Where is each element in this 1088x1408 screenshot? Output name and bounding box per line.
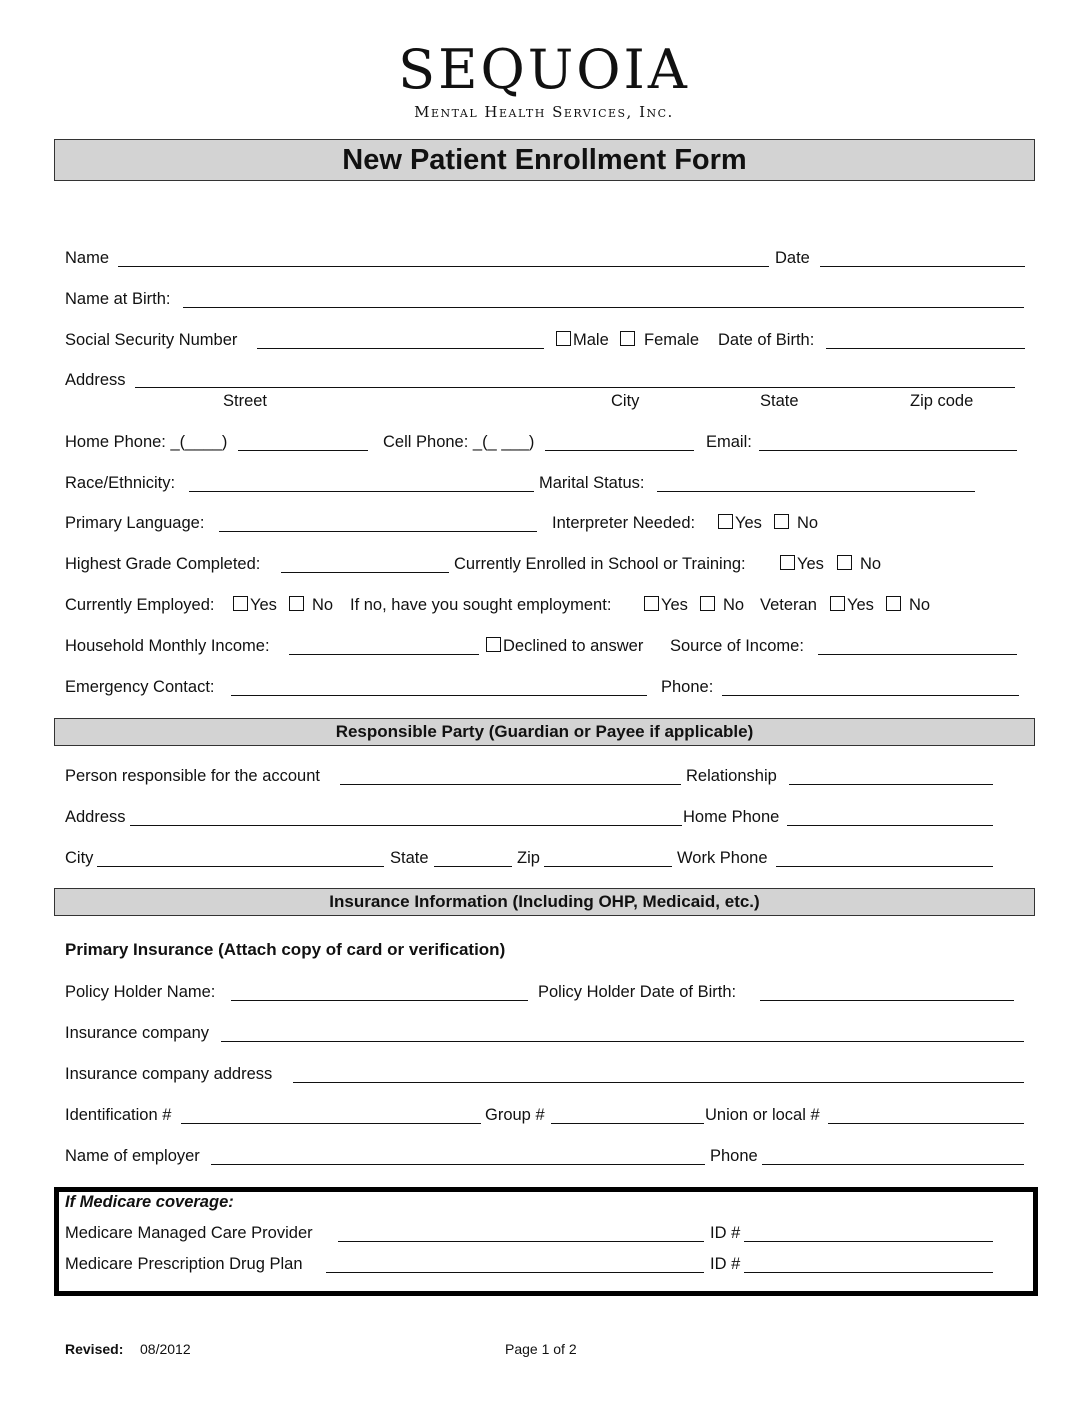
drug-plan-label: Medicare Prescription Drug Plan — [65, 1255, 303, 1273]
employed-yes-checkbox[interactable] — [233, 596, 248, 611]
dob-field[interactable] — [826, 348, 1025, 349]
race-label: Race/Ethnicity: — [65, 474, 176, 492]
rp-home-phone-field[interactable] — [787, 825, 993, 826]
male-checkbox[interactable] — [556, 331, 571, 346]
ssn-label: Social Security Number — [65, 331, 238, 349]
veteran-no-label: No — [909, 596, 931, 614]
male-label: Male — [573, 331, 609, 349]
person-field[interactable] — [340, 784, 681, 785]
id-field[interactable] — [181, 1123, 481, 1124]
language-field[interactable] — [219, 531, 537, 532]
enrolled-label: Currently Enrolled in School or Training: — [454, 555, 746, 573]
responsible-heading: Responsible Party (Guardian or Payee if applicable) — [54, 718, 1035, 746]
company-address-label: Insurance company address — [65, 1065, 273, 1083]
holder-name-label: Policy Holder Name: — [65, 983, 216, 1001]
emergency-phone-field[interactable] — [722, 695, 1019, 696]
company-address-field[interactable] — [293, 1082, 1024, 1083]
managed-care-label: Medicare Managed Care Provider — [65, 1224, 313, 1242]
managed-id-label: ID # — [710, 1224, 741, 1242]
logo-subtitle: Mental Health Services, Inc. — [414, 103, 674, 121]
city-caption: City — [611, 392, 640, 410]
enrolled-no-label: No — [860, 555, 882, 573]
state-caption: State — [760, 392, 799, 410]
group-label: Group # — [485, 1106, 545, 1124]
employer-phone-field[interactable] — [762, 1164, 1024, 1165]
name-field[interactable] — [118, 266, 769, 267]
source-label: Source of Income: — [670, 637, 804, 655]
relationship-field[interactable] — [789, 784, 993, 785]
interpreter-no-label: No — [797, 514, 819, 532]
employed-no-label: No — [312, 596, 334, 614]
street-caption: Street — [223, 392, 268, 410]
page-number: Page 1 of 2 — [505, 1341, 577, 1357]
interpreter-no-checkbox[interactable] — [774, 514, 789, 529]
veteran-no-checkbox[interactable] — [886, 596, 901, 611]
name-at-birth-label: Name at Birth: — [65, 290, 171, 308]
rp-city-field[interactable] — [97, 866, 384, 867]
holder-name-field[interactable] — [231, 1000, 528, 1001]
income-field[interactable] — [289, 654, 479, 655]
date-field[interactable] — [820, 266, 1025, 267]
ssn-field[interactable] — [257, 348, 544, 349]
female-label: Female — [644, 331, 700, 349]
enrolled-no-checkbox[interactable] — [837, 555, 852, 570]
insurance-heading: Insurance Information (Including OHP, Medicaid, etc.) — [54, 888, 1035, 916]
sought-no-label: No — [723, 596, 745, 614]
company-label: Insurance company — [65, 1024, 209, 1042]
income-label: Household Monthly Income: — [65, 637, 270, 655]
revised-label: Revised: — [65, 1341, 124, 1357]
declined-label: Declined to answer — [503, 637, 644, 655]
id-label: Identification # — [65, 1106, 172, 1124]
group-field[interactable] — [551, 1123, 704, 1124]
race-field[interactable] — [189, 491, 534, 492]
dob-label: Date of Birth: — [718, 331, 815, 349]
home-phone-field[interactable] — [238, 450, 368, 451]
sought-label: If no, have you sought employment: — [350, 596, 612, 614]
relationship-label: Relationship — [686, 767, 777, 785]
veteran-label: Veteran — [760, 596, 817, 614]
home-phone-label: Home Phone: _(____) — [65, 433, 228, 451]
zip-caption: Zip code — [910, 392, 974, 410]
drug-plan-field[interactable] — [326, 1272, 704, 1273]
grade-field[interactable] — [281, 572, 449, 573]
grade-label: Highest Grade Completed: — [65, 555, 261, 573]
rp-zip-field[interactable] — [544, 866, 672, 867]
email-field[interactable] — [759, 450, 1017, 451]
female-checkbox[interactable] — [620, 331, 635, 346]
drug-id-field[interactable] — [744, 1272, 993, 1273]
medicare-heading: If Medicare coverage: — [65, 1193, 234, 1211]
address-label: Address — [65, 371, 126, 389]
interpreter-yes-label: Yes — [735, 514, 762, 532]
rp-work-phone-label: Work Phone — [677, 849, 768, 867]
name-label: Name — [65, 249, 110, 267]
cell-phone-label: Cell Phone: _(_ ___) — [383, 433, 535, 451]
sought-yes-checkbox[interactable] — [644, 596, 659, 611]
union-label: Union or local # — [705, 1106, 820, 1124]
person-label: Person responsible for the account — [65, 767, 320, 785]
employed-no-checkbox[interactable] — [289, 596, 304, 611]
holder-dob-field[interactable] — [760, 1000, 1014, 1001]
rp-address-field[interactable] — [130, 825, 682, 826]
rp-address-label: Address — [65, 808, 126, 826]
interpreter-yes-checkbox[interactable] — [718, 514, 733, 529]
date-label: Date — [775, 249, 810, 267]
enrolled-yes-label: Yes — [797, 555, 824, 573]
language-label: Primary Language: — [65, 514, 205, 532]
emergency-phone-label: Phone: — [661, 678, 714, 696]
primary-insurance-heading: Primary Insurance (Attach copy of card or verification) — [65, 940, 506, 959]
emergency-label: Emergency Contact: — [65, 678, 215, 696]
veteran-yes-label: Yes — [847, 596, 874, 614]
veteran-yes-checkbox[interactable] — [830, 596, 845, 611]
employed-label: Currently Employed: — [65, 596, 215, 614]
employer-phone-label: Phone — [710, 1147, 758, 1165]
rp-work-phone-field[interactable] — [776, 866, 993, 867]
managed-care-field[interactable] — [338, 1241, 704, 1242]
declined-checkbox[interactable] — [486, 637, 501, 652]
rp-state-field[interactable] — [434, 866, 512, 867]
employed-yes-label: Yes — [250, 596, 277, 614]
rp-zip-label: Zip — [517, 849, 540, 867]
revised-date: 08/2012 — [140, 1341, 191, 1357]
name-at-birth-field[interactable] — [183, 307, 1024, 308]
source-field[interactable] — [818, 654, 1017, 655]
interpreter-label: Interpreter Needed: — [552, 514, 696, 532]
marital-field[interactable] — [657, 491, 975, 492]
company-field[interactable] — [221, 1041, 1024, 1042]
employer-field[interactable] — [211, 1164, 705, 1165]
rp-city-label: City — [65, 849, 94, 867]
rp-state-label: State — [390, 849, 429, 867]
emergency-field[interactable] — [231, 695, 647, 696]
email-label: Email: — [706, 433, 752, 451]
drug-id-label: ID # — [710, 1255, 741, 1273]
managed-id-field[interactable] — [744, 1241, 993, 1242]
sought-yes-label: Yes — [661, 596, 688, 614]
logo-name: SEQUOIA — [398, 38, 690, 101]
marital-label: Marital Status: — [539, 474, 645, 492]
union-field[interactable] — [828, 1123, 1024, 1124]
cell-phone-field[interactable] — [545, 450, 694, 451]
sought-no-checkbox[interactable] — [700, 596, 715, 611]
holder-dob-label: Policy Holder Date of Birth: — [538, 983, 737, 1001]
address-field[interactable] — [135, 387, 1015, 388]
enrolled-yes-checkbox[interactable] — [780, 555, 795, 570]
rp-home-phone-label: Home Phone — [683, 808, 780, 826]
employer-label: Name of employer — [65, 1147, 200, 1165]
form-title: New Patient Enrollment Form — [54, 139, 1035, 181]
